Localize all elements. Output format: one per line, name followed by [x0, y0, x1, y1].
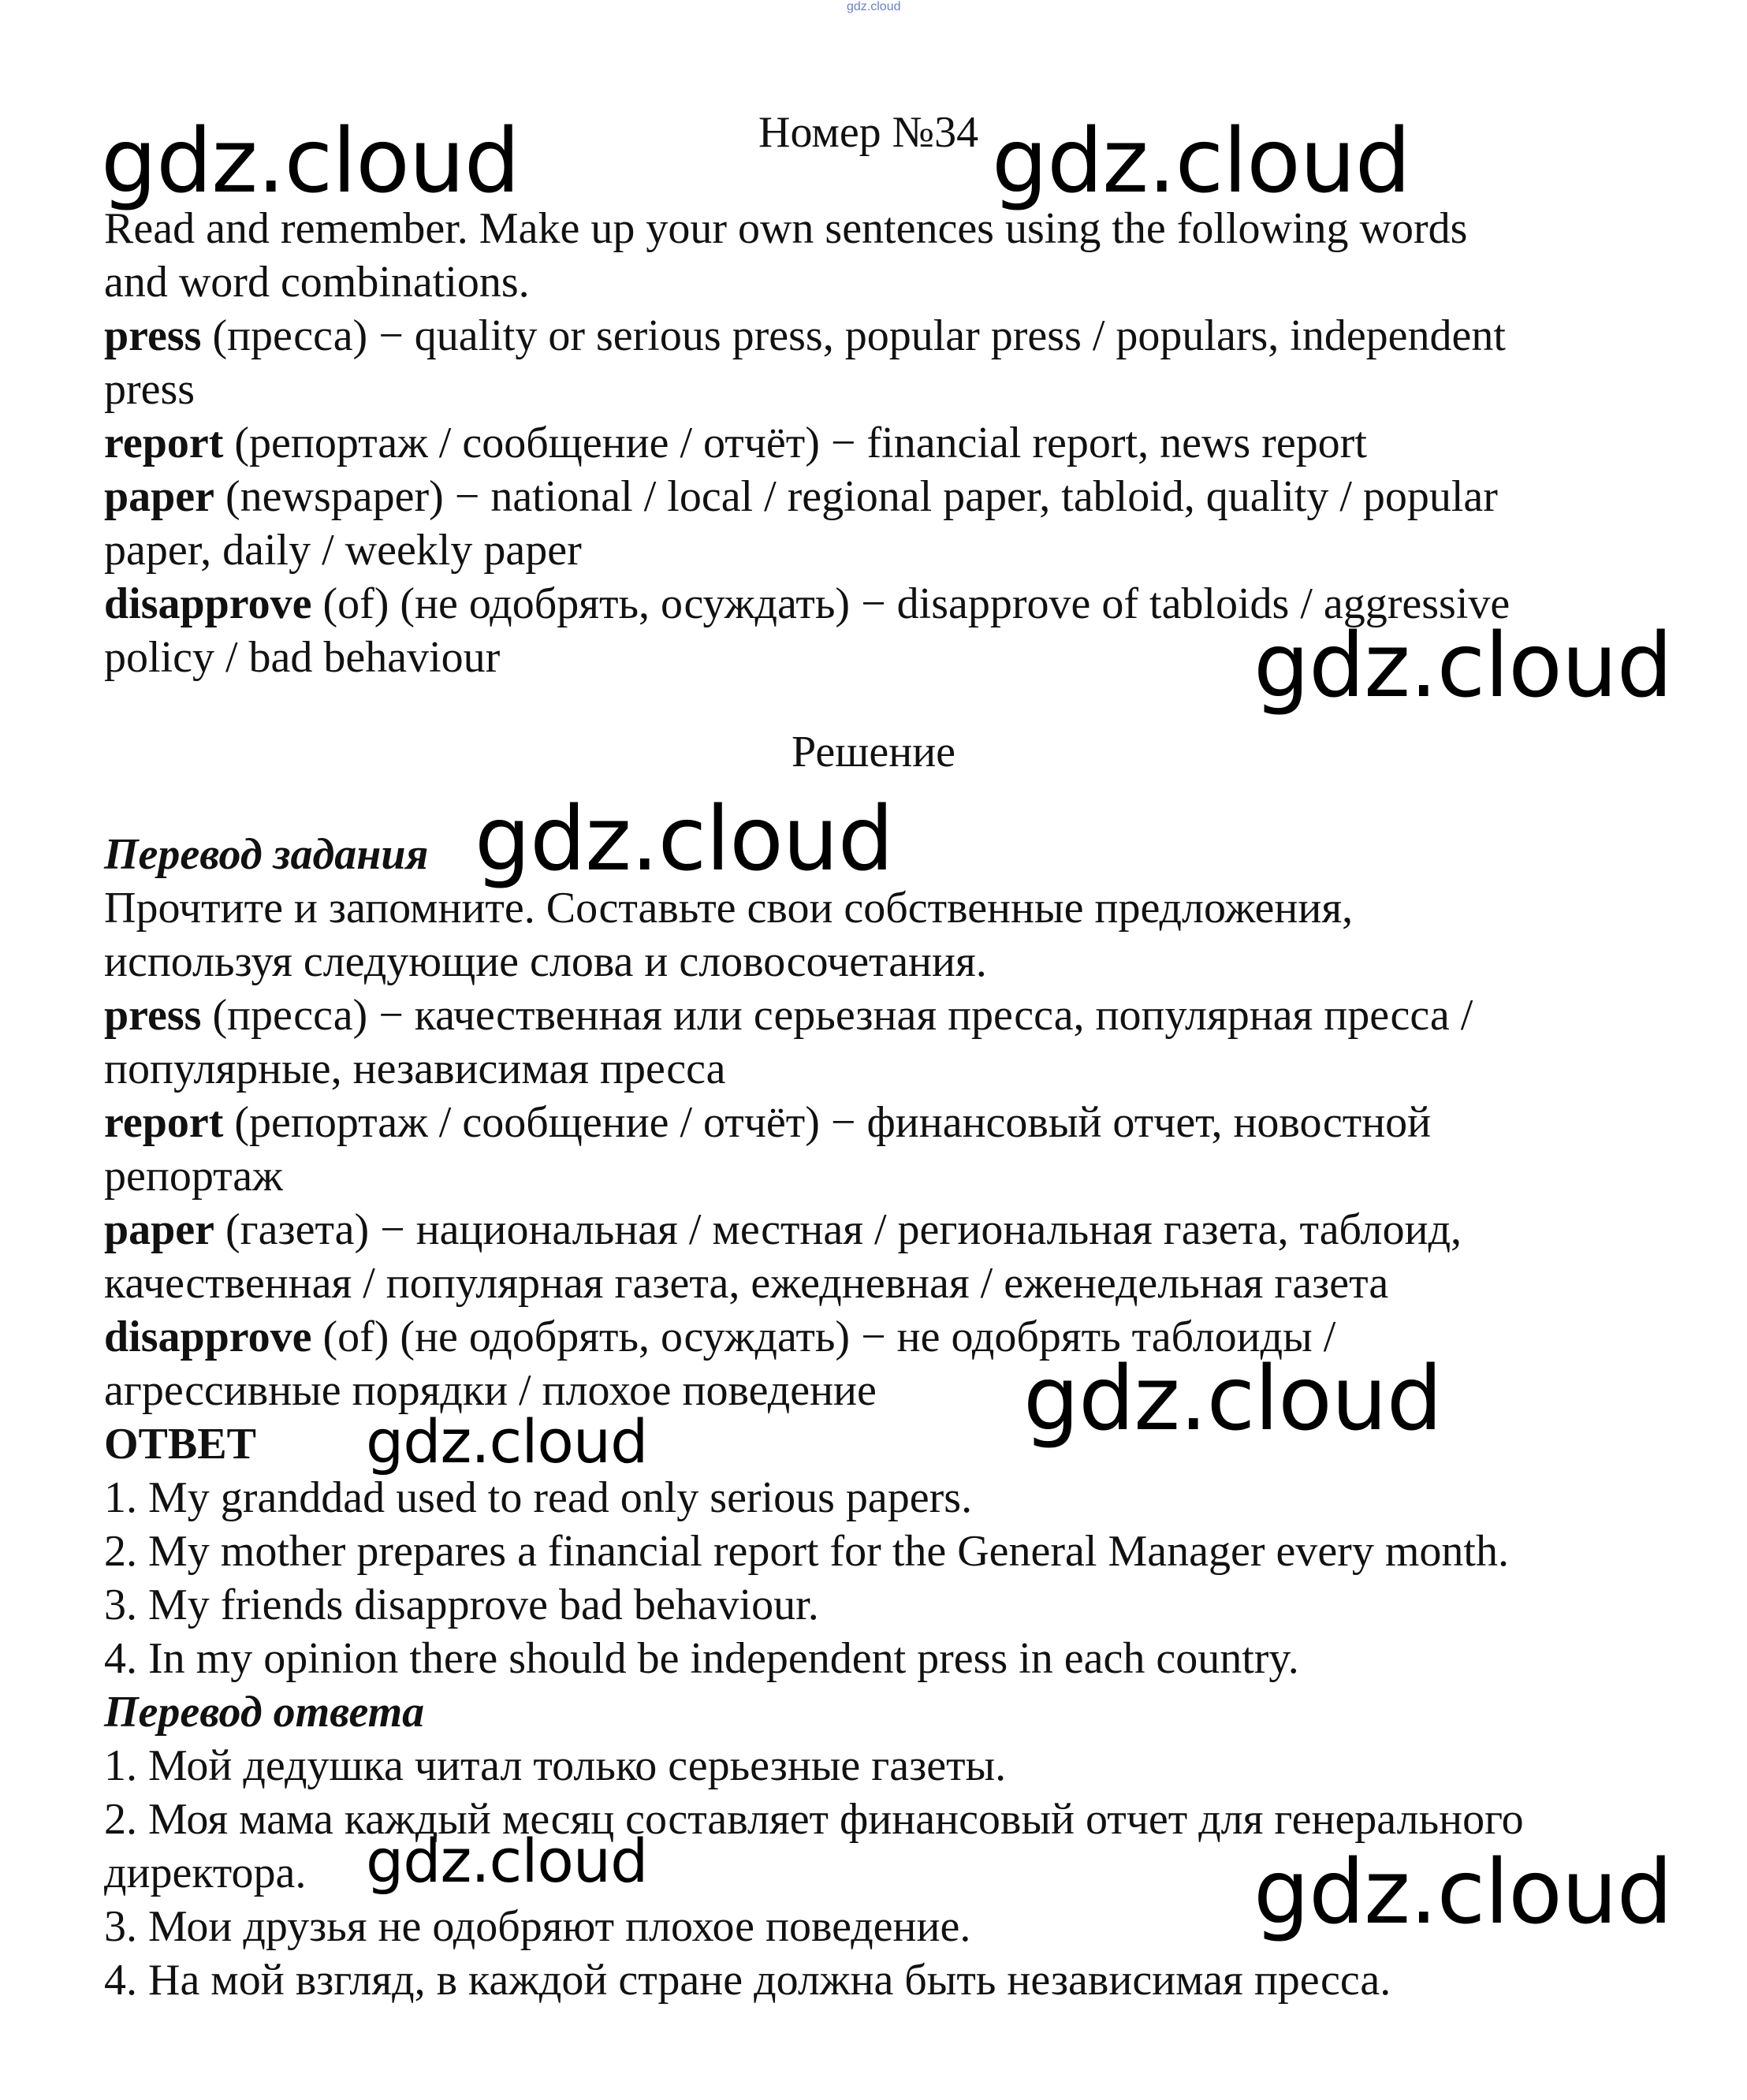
task-entry-report — [104, 416, 1367, 470]
task-instruction: Read and remember. Make up your own sentences using the following words — [104, 204, 1468, 253]
translation-entry-continuation: качественная / популярная газета, ежедневная / еженедельная газета — [104, 1259, 1389, 1308]
translation-entry-continuation: репортаж — [104, 1152, 283, 1201]
answer-item: 1. My granddad used to read only serious papers. — [104, 1473, 973, 1522]
task-entry-paper — [104, 470, 1498, 523]
watermark: gdz.cloud — [475, 788, 893, 891]
task-entry-press — [104, 309, 1506, 363]
answer-translation-item: директора. — [104, 1849, 307, 1897]
task-entry-continuation: policy / bad behaviour — [104, 633, 501, 682]
entry-word: press — [104, 311, 202, 360]
entry-definition: (газета) − национальная / местная / региональная газета, таблоид, — [214, 1205, 1462, 1254]
task-entry-disapprove — [104, 577, 1510, 631]
watermark: gdz.cloud — [366, 1406, 648, 1476]
watermark: gdz.cloud — [1253, 1841, 1672, 1944]
entry-word: disapprove — [104, 1312, 312, 1361]
entry-word: report — [104, 419, 224, 467]
entry-word: disapprove — [104, 579, 312, 628]
translation-entry-continuation: агрессивные порядки / плохое поведение — [104, 1366, 877, 1415]
watermark-small: gdz.cloud — [847, 0, 901, 13]
answer-item: 3. My friends disapprove bad behaviour. — [104, 1581, 819, 1629]
entry-definition: (пресса) − качественная или серьезная пресса, популярная пресса / — [201, 991, 1473, 1040]
entry-definition: (репортаж / сообщение / отчёт) − financial report, news report — [223, 419, 1367, 467]
translation-entry-report — [104, 1096, 1431, 1149]
translation-text: Прочтите и запомните. Составьте свои собственные предложения, — [104, 884, 1354, 933]
translation-entry-continuation: популярные, независимая пресса — [104, 1044, 726, 1093]
entry-definition: (newspaper) − national / local / regional paper, tabloid, quality / popular — [214, 472, 1498, 521]
translation-text: используя следующие слова и словосочетания. — [104, 937, 987, 986]
translation-entry-paper — [104, 1203, 1462, 1257]
answer-translation-item: 4. На мой взгляд, в каждой стране должна быть независимая пресса. — [104, 1956, 1391, 2005]
watermark: gdz.cloud — [1023, 1348, 1442, 1450]
answer-translation-item: 1. Мой дедушка читал только серьезные газеты. — [104, 1741, 1007, 1790]
entry-word: paper — [104, 1205, 214, 1254]
answer-item: 4. In my opinion there should be independent press in each country. — [104, 1634, 1299, 1683]
entry-word: press — [104, 991, 202, 1040]
task-entry-continuation: press — [104, 365, 196, 414]
translation-entry-press — [104, 989, 1473, 1042]
watermark: gdz.cloud — [101, 110, 520, 213]
entry-definition: (of) (не одобрять, осуждать) − не одобрять таблоиды / — [311, 1312, 1336, 1361]
entry-word: report — [104, 1098, 224, 1147]
task-entry-continuation: paper, daily / weekly paper — [104, 526, 582, 575]
watermark: gdz.cloud — [1253, 615, 1672, 717]
answer-heading: ОТВЕТ — [104, 1420, 256, 1469]
answer-translation-heading: Перевод ответа — [104, 1688, 425, 1737]
answer-translation-item: 2. Моя мама каждый месяц составляет финансовый отчет для генерального — [104, 1795, 1524, 1844]
answer-item: 2. My mother prepares a financial report for the General Manager every month. — [104, 1527, 1509, 1576]
page-title: Номер №34 — [758, 108, 979, 157]
solution-title: Решение — [791, 728, 956, 776]
watermark: gdz.cloud — [992, 110, 1410, 213]
translation-heading: Перевод задания — [104, 830, 429, 879]
entry-word: paper — [104, 472, 214, 521]
answer-translation-item: 3. Мои друзья не одобряют плохое поведение. — [104, 1902, 971, 1951]
translation-entry-disapprove — [104, 1310, 1335, 1364]
watermark: gdz.cloud — [366, 1826, 648, 1896]
task-instruction: and word combinations. — [104, 258, 530, 307]
entry-definition: (пресса) − quality or serious press, popular press / populars, independent — [201, 311, 1506, 360]
entry-definition: (of) (не одобрять, осуждать) − disapprove of tabloids / aggressive — [311, 579, 1510, 628]
entry-definition: (репортаж / сообщение / отчёт) − финансовый отчет, новостной — [223, 1098, 1432, 1147]
